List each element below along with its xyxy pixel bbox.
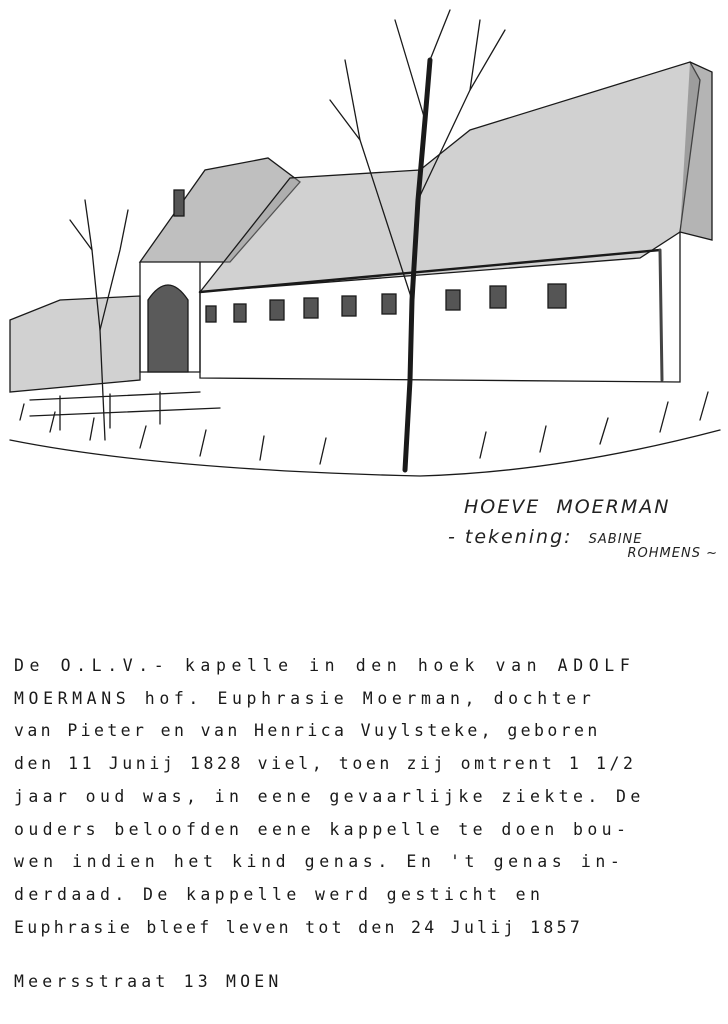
drawing-caption: [448, 496, 724, 561]
fence: [30, 392, 220, 430]
caption-title: HOEVE MOERMAN: [464, 496, 671, 518]
farmhouse-drawing: [0, 0, 728, 490]
paragraph-line: wen indien het kind genas. En 't genas in-: [14, 852, 625, 872]
paragraph-line: derdaad. De kappelle werd gesticht en: [14, 884, 545, 904]
paragraph-line: van Pieter en van Henrica Vuylsteke, geboren: [14, 721, 601, 741]
paragraph-line: den 11 Junij 1828 viel, toen zij omtrent 1 1/2: [14, 754, 637, 774]
paragraph-line: Euphrasie bleef leven tot den 24 Julij 1857: [14, 917, 584, 937]
caption-drawing-prefix: - tekening:: [448, 526, 573, 548]
paragraph-line: MOERMANS hof. Euphrasie Moerman, dochter: [14, 688, 596, 708]
grass: [10, 392, 720, 476]
paragraph-line: jaar oud was, in eene gevaarlijke ziekte. De: [14, 786, 645, 806]
chimney: [174, 190, 184, 216]
address: Meersstraat 13 MOEN: [14, 972, 283, 991]
history-paragraph: [14, 650, 720, 944]
caption-artist-first: SABINE: [588, 532, 643, 547]
caption-artist-last: ROHMENS ~: [627, 546, 718, 561]
arched-door: [148, 285, 188, 372]
caption-drawing-line: [448, 526, 724, 548]
left-shed: [10, 296, 140, 392]
paragraph-line: ouders beloofden eene kappelle te doen bou-: [14, 819, 631, 839]
paragraph-line: De O.L.V.- kapelle in den hoek van ADOLF: [14, 656, 636, 675]
windows: [206, 284, 566, 322]
